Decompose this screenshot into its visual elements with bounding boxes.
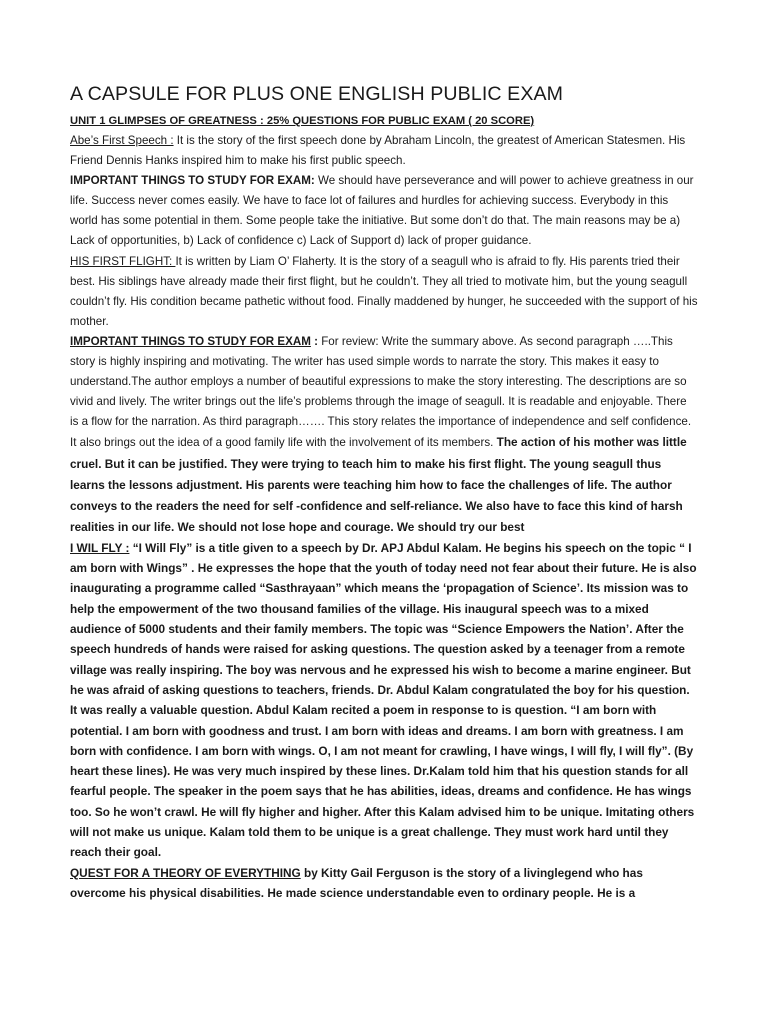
important-things-text-1: We should have perseverance and will power to achieve greatness in our life. Success never comes easily. We have to face lot of failures and hurdles for achieving success. Everybody in this world has some potential in them. Some people take the initiative. But some don’t do that. The main reasons may be a) Lack of opportunities, b) Lack of confidence c) Lack of Support d) lack of proper guidance.: [70, 174, 694, 248]
quest-text: by Kitty Gail Ferguson is the story of a livinglegend who has overcome his physical disabilities. He made science understandable even to ordinary people. He is a: [70, 865, 643, 900]
unit-heading-score: : 25% QUESTIONS FOR PUBLIC EXAM ( 20 SCORE): [256, 115, 535, 127]
important-things-bold-text-2: The action of his mother was little cruel. But it can be justified. They were trying to teach him to make his first flight. The young seagull thus learns the lessons adjustment. His parents were teaching him how to face the challenges of life. The author conveys to the readers the need for self -confidence and self-reliance. We also have to face this kind of harsh realities in our life. We should not lose hope and courage. We should try our best: [70, 435, 687, 534]
abes-speech-label: Abe’s First Speech :: [70, 134, 174, 147]
document-title: A CAPSULE FOR PLUS ONE ENGLISH PUBLIC EXAM: [70, 83, 564, 105]
abes-speech-text: It is the story of the first speech done by Abraham Lincoln, the greatest of American Statesmen. His Friend Dennis Hanks inspired him to make his first public speech.: [70, 134, 686, 168]
important-things-paragraph-2: [70, 332, 698, 538]
important-things-text-2: For review: Write the summary above. As second paragraph …..This story is highly inspiring and motivating. The writer has used simple words to narrate the story. This makes it easy to understand.The author employs a number of beautiful expressions to make the story interesting. The descriptions are so vivid and lively. The writer brings out the life’s problems through the image of seagull. It is readable and enjoyable. There is a flow for the narration. As third paragraph……. This story relates the importance of independence and self confidence. It also brings out the idea of a good family life with the involvement of its members.: [70, 334, 692, 450]
i-will-fly-paragraph: [70, 538, 698, 863]
quest-paragraph: [70, 863, 698, 904]
first-flight-text: It is written by Liam O’ Flaherty. It is the story of a seagull who is afraid to fly. His parents tried their best. His siblings have already made their first flight, but he couldn’t. They all tried to motivate him, but the young seagull couldn’t fly. His condition became pathetic without food. Finally maddened by hunger, he succeeded with the support of his mother.: [70, 254, 698, 328]
i-will-fly-text: “I Will Fly” is a title given to a speech by Dr. APJ Abdul Kalam. He begins his speech on the topic “ I am born with Wings” . He expresses the hope that the youth of today need not fear about their future. He is also inaugurating a programme called “Sasthrayaan” which means the ‘propagation of Science’. Its mission was to help the empowerment of the two thousand families of the village. His inaugural speech was to a mixed audience of 5000 students and their family members. The topic was “Science Empowers the Nation’. After the speech hundreds of hands were raised for asking questions. The question asked by a teenager from a remote village was really inspiring. The boy was nervous and he expressed his wish to become a marine engineer. But he was afraid of asking questions to teachers, friends. Dr. Abdul Kalam congratulated the boy for his question. It was really a valuable question. Abdul Kalam recited a poem in response to is question. “I am born with potential. I am born with goodness and trust. I am born with ideas and dreams. I am born with greatness. I am born with confidence. I am born with wings. O, I am not meant for crawling, I have wings, I will fly, I will fly”. (By heart these lines). He was very much inspired by these lines. Dr.Kalam told him that his question stands for all fearful people. The speaker in the poem says that he has abilities, ideas, dreams and confidence. He has wings too. So he won’t crawl. He will fly higher and higher. After this Kalam advised him to be unique. Imitating others will not make us unique. Kalam told them to be unique is a great challenge. They must work hard until they reach their goal.: [70, 540, 697, 860]
first-flight-paragraph: [70, 252, 698, 332]
quest-label: QUEST FOR A THEORY OF EVERYTHING: [70, 865, 301, 880]
important-things-paragraph-1: [70, 171, 698, 251]
important-things-label-1: IMPORTANT THINGS TO STUDY FOR EXAM:: [70, 174, 315, 188]
important-things-label-2: IMPORTANT THINGS TO STUDY FOR EXAM: [70, 334, 311, 348]
unit-heading-title: UNIT 1 GLIMPSES OF GREATNESS: [70, 115, 257, 127]
abes-speech-paragraph: [70, 131, 698, 171]
i-will-fly-colon: :: [125, 540, 130, 555]
first-flight-label: HIS FIRST FLIGHT:: [70, 254, 176, 268]
important-things-colon-2: :: [310, 334, 318, 348]
i-will-fly-label: I WIL FLY: [70, 540, 126, 555]
unit-heading: [70, 111, 698, 131]
